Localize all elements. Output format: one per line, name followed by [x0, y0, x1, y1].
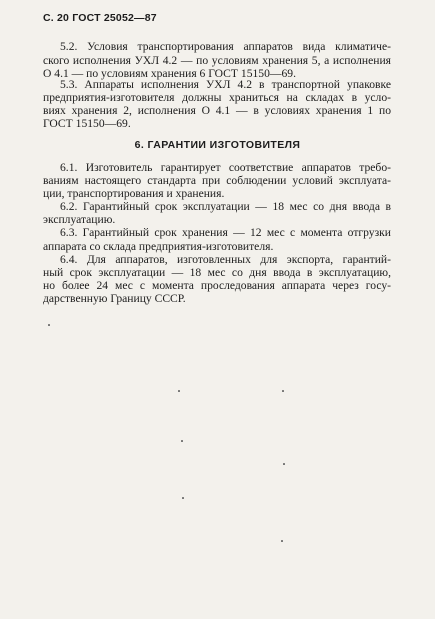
para-6-4-line-2: ный срок эксплуатации — 18 мес со дня ввода в эксплуатацию,	[43, 266, 391, 279]
scan-speck	[282, 390, 284, 392]
para-5-3-line-1: 5.3. Аппараты исполнения УХЛ 4.2 в транспортной упаковке	[60, 78, 391, 91]
para-5-3-line-2: предприятия-изготовителя должны храниться на складах в усло-	[43, 91, 391, 104]
scan-speck	[48, 324, 50, 326]
para-6-2-line-1: 6.2. Гарантийный срок эксплуатации — 18 мес со дня ввода в	[60, 200, 391, 213]
para-6-4-line-3: но более 24 мес с момента проследования аппарата через госу-	[43, 279, 391, 292]
para-5-2-line-2: ского исполнения УХЛ 4.2 — по условиям хранения 5, а исполнения	[43, 54, 391, 67]
para-6-1-line-1: 6.1. Изготовитель гарантирует соответствие аппаратов требо-	[60, 161, 391, 174]
para-6-1-line-3: ции, транспортирования и хранения.	[43, 187, 225, 200]
para-6-4-line-1: 6.4. Для аппаратов, изготовленных для экспорта, гарантий-	[60, 253, 391, 266]
para-5-3-line-3: виях хранения 2, исполнения О 4.1 — в условиях хранения 1 по	[43, 104, 391, 117]
para-6-3-line-1: 6.3. Гарантийный срок хранения — 12 мес с момента отгрузки	[60, 226, 391, 239]
para-5-3-line-4: ГОСТ 15150—69.	[43, 117, 131, 130]
para-6-2-line-2: эксплуатацию.	[43, 213, 116, 226]
scan-speck	[283, 463, 285, 465]
para-6-3-line-2: аппарата со склада предприятия-изготовителя.	[43, 240, 274, 253]
scan-speck	[181, 440, 183, 442]
para-5-2-line-1: 5.2. Условия транспортирования аппаратов вида климатиче-	[60, 40, 391, 53]
page-header: С. 20 ГОСТ 25052—87	[43, 12, 157, 24]
para-6-4-line-4: дарственную Границу СССР.	[43, 292, 186, 305]
scan-speck	[281, 540, 283, 542]
scan-speck	[182, 497, 184, 499]
para-5-2-line-3: О 4.1 — по условиям хранения 6 ГОСТ 15150—69.	[43, 67, 296, 80]
scan-speck	[178, 390, 180, 392]
para-6-1-line-2: ваниям настоящего стандарта при соблюдении условий эксплуата-	[43, 174, 391, 187]
section-heading: 6. ГАРАНТИИ ИЗГОТОВИТЕЛЯ	[134, 139, 301, 151]
